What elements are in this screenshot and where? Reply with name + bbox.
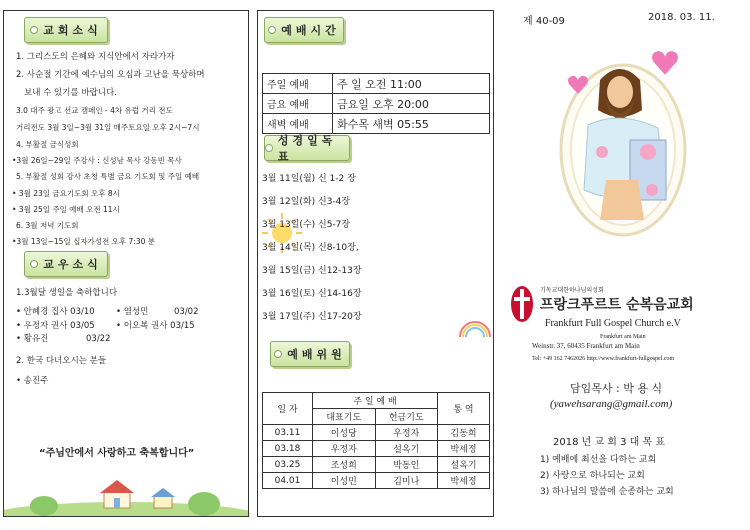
table-row	[263, 114, 490, 134]
member-news-title: 교우소식	[43, 258, 102, 271]
news-item: 거리전도 3월 3일~3월 31일 매주토요일 오후 2시~7시	[16, 123, 200, 132]
church-location: Frankfurt am Main	[600, 334, 646, 340]
table-row	[263, 425, 490, 441]
table-row	[263, 473, 490, 489]
news-item: 5. 부활절 성회 강사 초청 특별 금요 기도회 및 주일 예배	[16, 172, 200, 181]
duty-offering: 김미나	[375, 473, 438, 489]
service-header: 주 일 예 배	[313, 393, 438, 409]
motto-text: “주님안에서 사랑하고 축복합니다”	[39, 448, 195, 459]
worship-name: 새벽 예배	[263, 114, 333, 134]
bullet-icon	[268, 26, 276, 34]
duty-translation: 박세정	[438, 441, 490, 457]
rainbow-icon	[458, 317, 492, 339]
news-item: • 3월 23일 금요기도회 오후 8시	[12, 189, 120, 198]
reading-item: 3월 15일(금) 신12-13장	[262, 266, 362, 276]
news-item: 6. 3월 저녁 기도회	[16, 221, 79, 230]
news-item: 1. 그리스도의 은혜와 지식안에서 자라가자	[16, 52, 175, 62]
duty-translation: 설옥기	[438, 457, 490, 473]
bullet-icon	[30, 260, 38, 268]
reading-item: 3월 17일(주) 신17-20장	[262, 312, 362, 322]
duty-translation: 김동희	[438, 425, 490, 441]
duty-offering: 설옥기	[375, 441, 438, 457]
duty-date: 03.11	[263, 425, 313, 441]
worship-when: 화수목 새벽 05:55	[333, 114, 490, 134]
worship-name: 금요 예배	[263, 94, 333, 114]
church-news-panel	[3, 10, 249, 517]
reading-item: 3월 13일(수) 신5-7장	[262, 220, 351, 230]
duty-prayer: 우정자	[313, 441, 376, 457]
birthday-date: 03/22	[86, 334, 111, 344]
translation-header: 통 역	[438, 393, 490, 425]
duty-offering: 우정자	[375, 425, 438, 441]
pastor-name: 담임목사 : 박 용 식	[570, 382, 663, 395]
birthday-entry: • 황유진	[16, 334, 49, 344]
birthday-entry: • 우정자 권사 03/05	[16, 321, 95, 331]
worship-duty-table	[262, 392, 490, 489]
worship-info-panel	[257, 10, 494, 517]
news-item: 보내 수 있기를 바랍니다.	[24, 88, 117, 98]
news-item: • 3월 25일 주일 예배 오전 11시	[12, 205, 120, 214]
duty-date: 03.18	[263, 441, 313, 457]
issue-date: 2018. 03. 11.	[648, 12, 715, 23]
reading-item: 3월 12일(화) 신3-4장	[262, 197, 351, 207]
worship-time-header	[264, 17, 344, 43]
birthday-entry: • 안혜경 집사 03/10	[16, 307, 95, 317]
goal-item: 2) 사랑으로 하나되는 교회	[540, 471, 645, 481]
church-logo-icon	[510, 285, 534, 323]
village-scenery-illustration	[4, 466, 249, 516]
birthday-entry: • 이오복 권사 03/15	[116, 321, 195, 331]
news-item: •3월 13일~15일 십자가성전 오후 7:30 분	[12, 237, 156, 246]
church-address: Weinstr. 37, 60435 Frankfurt am Main	[532, 342, 640, 350]
visit-title: 2. 한국 다녀오시는 분들	[16, 356, 107, 366]
offering-header: 헌금기도	[375, 409, 438, 425]
birthday-date: 03/02	[174, 307, 199, 317]
worship-time-table	[262, 73, 490, 134]
duty-prayer: 조성희	[313, 457, 376, 473]
worship-when: 금요일 오후 20:00	[333, 94, 490, 114]
table-row	[263, 457, 490, 473]
duty-translation: 박세정	[438, 473, 490, 489]
goals-title: 2018 년 교 회 3 대 목 표	[553, 437, 666, 448]
denomination-text: 기독교대한하나님의성회	[540, 287, 604, 294]
worship-name: 주일 예배	[263, 74, 333, 94]
member-news-header	[24, 251, 108, 277]
bullet-icon	[265, 144, 273, 152]
visitor-entry: • 송진주	[16, 376, 49, 386]
church-news-title: 교회소식	[43, 24, 102, 37]
table-row	[263, 441, 490, 457]
worship-when: 주 일 오전 11:00	[333, 74, 490, 94]
bullet-icon	[274, 350, 282, 358]
goal-item: 3) 하나님의 말씀에 순종하는 교회	[540, 487, 674, 497]
duty-date: 04.01	[263, 473, 313, 489]
church-name-korean: 프랑크푸르트 순복음교회	[540, 297, 694, 313]
church-name-english: Frankfurt Full Gospel Church e.V	[545, 318, 681, 329]
date-header: 일 자	[263, 393, 313, 425]
table-row	[263, 94, 490, 114]
news-item: 3.0 대주 광고 선교 캠페인 - 4차 유럽 거리 전도	[16, 106, 173, 115]
issue-number: 제 40-09	[523, 16, 565, 27]
birthday-title: 1.3월달 생일을 축하합니다	[16, 288, 118, 298]
news-item: 2. 사순절 기간에 예수님의 오심과 고난을 묵상하며	[16, 70, 205, 80]
reading-item: 3월 14일(목) 신8-10장,	[262, 243, 359, 253]
church-news-header	[24, 17, 108, 43]
reading-item: 3월 11일(월) 신 1-2 장	[262, 174, 356, 184]
news-item: 4. 부활절 금식성회	[16, 140, 79, 149]
duty-prayer: 이성민	[313, 473, 376, 489]
reading-plan-title: 성경일독표	[277, 134, 337, 163]
heart-icon	[567, 75, 589, 95]
church-contact: Tel: +49 162 7462026 http://www.frankfurt-fullgospel.com	[532, 356, 675, 362]
table-row	[263, 393, 490, 409]
duty-prayer: 이성당	[313, 425, 376, 441]
duty-date: 03.25	[263, 457, 313, 473]
birthday-entry: • 염성민	[116, 307, 149, 317]
duty-offering: 박동인	[375, 457, 438, 473]
goal-item: 1) 예배에 최선을 다하는 교회	[540, 455, 657, 465]
table-row	[263, 74, 490, 94]
bullet-icon	[30, 26, 38, 34]
news-item: •3월 26일~29일 주강사 : 신성남 목사 강동빈 목사	[12, 156, 182, 165]
pastor-email: (yawehsarang@gmail.com)	[550, 398, 673, 410]
heart-icon	[650, 50, 680, 76]
reading-item: 3월 16일(토) 신14-16장	[262, 289, 362, 299]
worship-duty-header	[270, 341, 350, 367]
worship-time-title: 예배시간	[281, 24, 340, 37]
reading-plan-header	[264, 135, 350, 161]
worship-duty-title: 예배위원	[287, 348, 346, 361]
prayer-header: 대표기도	[313, 409, 376, 425]
